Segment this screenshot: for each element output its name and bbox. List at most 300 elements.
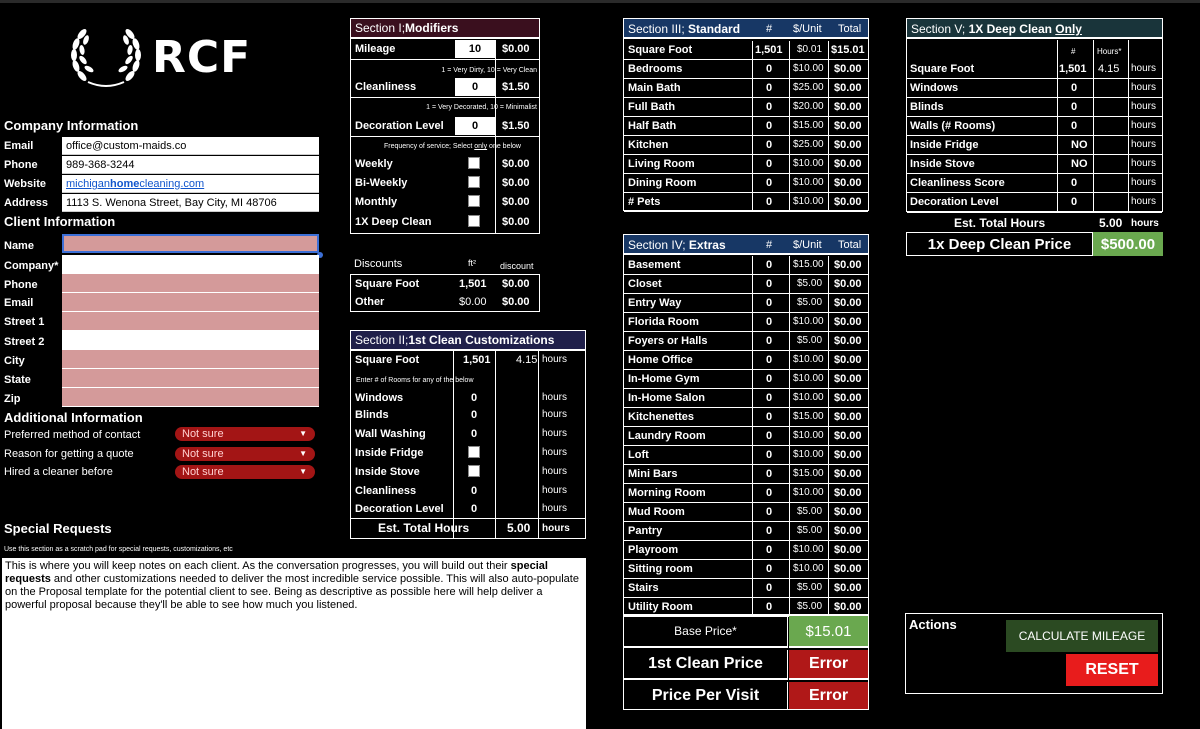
sec4-row-count[interactable]: 0	[766, 582, 773, 594]
sec4-row-unit-price: $5.00	[797, 335, 823, 346]
sec3-row-label: Living Room	[628, 158, 695, 170]
sec5-row-count[interactable]: 0	[1071, 177, 1078, 189]
sec3-row-label: Half Bath	[628, 120, 677, 132]
company-email-label: Email	[4, 140, 34, 152]
sec3-row-unit-price: $15.00	[793, 120, 824, 131]
sec3-row-total: $0.00	[834, 63, 862, 75]
chevron-down-icon: ▼	[299, 467, 307, 476]
sec4-row-label: Morning Room	[628, 487, 706, 499]
client-zip-label: Zip	[4, 393, 21, 405]
sec2-stove-label: Inside Stove	[355, 466, 420, 478]
sec3-row-unit-price: $10.00	[793, 158, 824, 169]
calculate-mileage-button[interactable]: CALCULATE MILEAGE	[1006, 620, 1158, 652]
company-website-label: Website	[4, 178, 46, 190]
sec2-fridge-label: Inside Fridge	[355, 447, 424, 459]
company-address-label: Address	[4, 197, 49, 209]
section-5-title	[911, 20, 1082, 38]
sec3-row-total: $0.00	[834, 196, 862, 208]
sec4-row-unit-price: $10.00	[793, 487, 824, 498]
sec2-sqft-label: Square Foot	[355, 354, 420, 366]
sec4-row-count[interactable]: 0	[766, 544, 773, 556]
sec4-row-unit-price: $10.00	[793, 392, 824, 403]
column-divider	[752, 41, 753, 212]
sec4-row-count[interactable]: 0	[766, 259, 773, 271]
row-divider	[624, 192, 868, 193]
discount-other-value[interactable]: $0.00	[459, 296, 487, 308]
sec3-col-unit: $/Unit	[793, 23, 822, 35]
sec5-row-count[interactable]: 0	[1071, 120, 1078, 132]
sec4-col-total: Total	[838, 239, 862, 251]
reset-button[interactable]: RESET	[1066, 654, 1158, 686]
company-website-link[interactable]	[62, 175, 319, 193]
divider	[538, 351, 539, 538]
sec4-row-label: Pantry	[628, 525, 663, 537]
freq-weekly-price: $0.00	[502, 158, 530, 170]
sec5-row-unit: hours	[1131, 196, 1157, 207]
sec4-row-label: Loft	[628, 449, 649, 461]
company-phone-value[interactable]: 989-368-3244	[62, 156, 319, 174]
divider	[351, 97, 539, 98]
section-4-title	[628, 236, 726, 254]
discount-sqft-value: 1,501	[459, 278, 487, 290]
client-company-label: Company*	[4, 260, 59, 272]
discount-other-label: Other	[355, 296, 385, 308]
hired-cleaner-dropdown[interactable]	[175, 465, 315, 479]
section-1-header	[351, 19, 539, 39]
sec2-decoration-unit: hours	[542, 503, 568, 514]
divider	[907, 212, 1162, 213]
sec5-row-count[interactable]: 0	[1071, 82, 1078, 94]
sec4-row-total: $0.00	[834, 373, 862, 385]
sec5-col-hours: Hours*	[1097, 47, 1122, 56]
company-phone-label: Phone	[4, 159, 38, 171]
sec2-sqft-hours: 4.15	[516, 354, 538, 366]
sec4-row-label: Home Office	[628, 354, 693, 366]
sec4-row-unit-price: $10.00	[793, 354, 824, 365]
sec4-row-label: Entry Way	[628, 297, 682, 309]
company-address-row	[4, 194, 64, 212]
logo-text: RCF	[152, 32, 252, 83]
contact-method-dropdown[interactable]	[175, 427, 315, 441]
sec5-row-unit: hours	[1131, 139, 1157, 150]
cleanliness-input[interactable]: 0	[455, 78, 495, 96]
freq-monthly-label: Monthly	[355, 196, 398, 208]
sec2-windows-unit: hours	[542, 392, 568, 403]
sec4-row-total: $0.00	[834, 259, 862, 271]
sec4-row-unit-price: $5.00	[797, 297, 823, 308]
sec4-row-count[interactable]: 0	[766, 392, 773, 404]
chevron-down-icon: ▼	[299, 429, 307, 438]
sec4-row-count[interactable]: 0	[766, 278, 773, 290]
sec4-row-label: In-Home Salon	[628, 392, 706, 404]
sheet-top-strip	[0, 0, 1200, 3]
sec3-col-total: Total	[838, 23, 862, 35]
sec5-row-count[interactable]: 0	[1071, 196, 1078, 208]
sec4-row-unit-price: $15.00	[793, 468, 824, 479]
sec4-row-unit-price: $5.00	[797, 525, 823, 536]
decoration-input[interactable]: 0	[455, 117, 495, 135]
sec5-row-count[interactable]: 0	[1071, 101, 1078, 113]
client-company-field[interactable]	[62, 255, 319, 274]
sec4-row-count[interactable]: 0	[766, 525, 773, 537]
client-phone-label: Phone	[4, 279, 38, 291]
discounts-title: Discounts	[354, 258, 403, 270]
row-divider	[624, 578, 868, 579]
sec3-row-total: $0.00	[834, 82, 862, 94]
sec5-row-unit: hours	[1131, 177, 1157, 188]
sec4-row-unit-price: $15.00	[793, 411, 824, 422]
sec5-total-unit: hours	[1131, 218, 1159, 229]
discounts-col-ft: ft²	[468, 258, 476, 268]
company-address-value[interactable]: 1113 S. Wenona Street, Bay City, MI 48706	[62, 194, 319, 212]
section-3-title-a: Section III;	[628, 22, 689, 36]
sec3-row-count[interactable]: 0	[766, 63, 773, 75]
sec4-row-unit-price: $10.00	[793, 563, 824, 574]
sec4-row-label: In-Home Gym	[628, 373, 700, 385]
sec5-row-label: Windows	[910, 82, 959, 94]
section-3-title	[628, 20, 740, 38]
discount-other-price: $0.00	[502, 296, 530, 308]
column-divider	[828, 41, 829, 212]
sec4-row-total: $0.00	[834, 392, 862, 404]
sec2-blinds-value[interactable]: 0	[471, 409, 478, 421]
sec2-stove-unit: hours	[542, 466, 568, 477]
sec4-row-total: $0.00	[834, 430, 862, 442]
sec4-row-total: $0.00	[834, 278, 862, 290]
sec3-row-count[interactable]: 0	[766, 120, 773, 132]
divider	[351, 59, 539, 60]
price-per-visit-label: Price Per Visit	[624, 682, 788, 709]
column-divider	[752, 256, 753, 617]
special-requests-heading: Special Requests	[4, 521, 112, 536]
sec2-sqft-unit: hours	[542, 354, 568, 365]
sec4-row-label: Basement	[628, 259, 681, 271]
notes-text-2: and other customizations needed to deliver the most incredible service possible. This will also auto-populate on the Proposal template for the potential client to see. Being as descriptive as possible here will help deliver a powerful proposal because they'll be able to see how much you listened.	[5, 573, 579, 611]
sec4-row-total: $0.00	[834, 601, 862, 613]
sec2-note: Enter # of Rooms for any of the below	[356, 377, 474, 384]
client-phone-field[interactable]	[62, 274, 319, 293]
sec4-col-count: #	[766, 239, 773, 251]
sec2-cleanliness-value: 0	[471, 485, 478, 497]
section-1-title-a: Section I;	[355, 21, 406, 35]
client-street2-label: Street 2	[4, 336, 45, 348]
sec3-row-label: Kitchen	[628, 139, 669, 151]
client-name-field[interactable]	[62, 234, 319, 253]
sec3-row-total: $0.00	[834, 177, 862, 189]
sec3-row-unit-price: $10.00	[793, 177, 824, 188]
freq-monthly-price: $0.00	[502, 196, 530, 208]
divider	[495, 40, 496, 233]
row-divider	[624, 211, 868, 212]
sec4-row-count[interactable]: 0	[766, 335, 773, 347]
sec2-blinds-label: Blinds	[355, 409, 389, 421]
row-divider	[624, 445, 868, 446]
freq-note-c: one below	[487, 143, 521, 150]
sec3-row-total: $0.00	[834, 120, 862, 132]
sec5-col-count: #	[1071, 47, 1076, 56]
sec4-row-total: $0.00	[834, 449, 862, 461]
quote-reason-dropdown[interactable]	[175, 447, 315, 461]
sec3-row-count[interactable]: 1,501	[755, 44, 783, 56]
special-requests-notes[interactable]	[2, 558, 586, 729]
sec4-row-label: Kitchenettes	[628, 411, 695, 423]
notes-text-1: This is where you will keep notes on each client. As the conversation progresses, you will build out their	[5, 560, 511, 572]
sec4-row-unit-price: $10.00	[793, 316, 824, 327]
column-divider	[789, 256, 790, 617]
sec4-row-count[interactable]: 0	[766, 506, 773, 518]
client-state-field[interactable]	[62, 369, 319, 388]
sec2-windows-value[interactable]: 0	[471, 392, 478, 404]
sec3-col-count: #	[766, 23, 773, 35]
sec2-windows-label: Windows	[355, 392, 404, 404]
sec4-row-total: $0.00	[834, 525, 862, 537]
deep-clean-price-value: $500.00	[1093, 232, 1163, 256]
section-2-title-b: 1st Clean Customizations	[408, 333, 555, 347]
company-info-heading: Company Information	[4, 118, 139, 133]
sec4-row-total: $0.00	[834, 506, 862, 518]
sec3-row-total: $0.00	[834, 101, 862, 113]
quote-reason-value: Not sure	[182, 448, 224, 460]
sec3-row-label: Full Bath	[628, 101, 676, 113]
sec4-row-unit-price: $15.00	[793, 259, 824, 270]
base-price-label: Base Price*	[624, 616, 788, 648]
sec4-row-total: $0.00	[834, 563, 862, 575]
sec4-row-unit-price: $10.00	[793, 430, 824, 441]
client-state-label: State	[4, 374, 31, 386]
freq-deep-label: 1X Deep Clean	[355, 216, 432, 228]
sec5-row-unit: hours	[1131, 63, 1157, 74]
sec5-row-unit: hours	[1131, 82, 1157, 93]
column-divider	[1093, 40, 1094, 211]
row-divider	[907, 97, 1162, 98]
column-divider	[789, 41, 790, 212]
sec2-cleanliness-unit: hours	[542, 485, 568, 496]
hired-cleaner-label: Hired a cleaner before	[4, 466, 113, 478]
website-part-3: cleaning.com	[139, 178, 205, 190]
sec2-fridge-checkbox[interactable]	[468, 446, 480, 458]
base-price-value: $15.01	[789, 616, 868, 648]
freq-deep-price: $0.00	[502, 216, 530, 228]
sec4-row-unit-price: $10.00	[793, 449, 824, 460]
freq-note-a: Frequency of service; Select	[384, 143, 475, 150]
sec4-row-count[interactable]: 0	[766, 601, 773, 613]
sec4-row-total: $0.00	[834, 297, 862, 309]
sec3-row-total: $15.01	[831, 44, 865, 56]
section-5-title-b: 1X Deep Clean	[968, 22, 1056, 36]
sec4-row-unit-price: $5.00	[797, 506, 823, 517]
sec2-wall-label: Wall Washing	[355, 428, 426, 440]
company-website-row	[4, 175, 64, 193]
sec4-row-count[interactable]: 0	[766, 449, 773, 461]
client-zip-field[interactable]	[62, 388, 319, 407]
sec4-row-count[interactable]: 0	[766, 430, 773, 442]
sec5-row-label: Inside Fridge	[910, 139, 979, 151]
sec5-total-label: Est. Total Hours	[954, 216, 1046, 230]
sec5-row-hours: 4.15	[1098, 63, 1120, 75]
sec2-wall-unit: hours	[542, 428, 568, 439]
section-4-title-a: Section IV;	[628, 238, 689, 252]
cleanliness-label: Cleanliness	[355, 81, 417, 93]
sec4-row-label: Playroom	[628, 544, 679, 556]
section-4-title-b: Extras	[688, 238, 726, 252]
sec4-row-label: Florida Room	[628, 316, 699, 328]
mileage-price: $0.00	[502, 43, 530, 55]
sec5-row-label: Inside Stove	[910, 158, 975, 170]
price-per-visit-value: Error	[789, 682, 868, 709]
decoration-label: Decoration Level	[355, 120, 444, 132]
sec4-row-total: $0.00	[834, 335, 862, 347]
decoration-note: 1 = Very Decorated, 10 = Minimalist	[426, 104, 537, 111]
client-info-heading: Client Information	[4, 214, 116, 229]
sec4-row-count[interactable]: 0	[766, 563, 773, 575]
sec3-row-label: Square Foot	[628, 44, 693, 56]
sec4-col-unit: $/Unit	[793, 239, 822, 251]
sec2-decoration-label: Decoration Level	[355, 503, 444, 515]
section-5-title-c: Only	[1055, 22, 1082, 36]
sec2-sqft-value: 1,501	[463, 354, 491, 366]
sec4-row-unit-price: $5.00	[797, 601, 823, 612]
company-email-value[interactable]: office@custom-maids.co	[62, 137, 319, 155]
sec4-row-count[interactable]: 0	[766, 316, 773, 328]
client-street1-label: Street 1	[4, 316, 45, 328]
sec3-row-total: $0.00	[834, 158, 862, 170]
company-phone-row	[4, 156, 64, 174]
freq-note-b: only	[474, 143, 488, 150]
sec3-row-count[interactable]: 0	[766, 101, 773, 113]
column-divider	[828, 256, 829, 617]
divider	[351, 136, 539, 137]
sec2-blinds-unit: hours	[542, 409, 568, 420]
client-name-label: Name	[4, 240, 34, 252]
sec3-row-count[interactable]: 0	[766, 177, 773, 189]
sec4-row-total: $0.00	[834, 544, 862, 556]
sec4-row-count[interactable]: 0	[766, 468, 773, 480]
freq-deep-checkbox[interactable]	[468, 215, 480, 227]
sec2-decoration-value: 0	[471, 503, 478, 515]
contact-method-value: Not sure	[182, 428, 224, 440]
additional-info-heading: Additional Information	[4, 410, 143, 425]
sec3-row-unit-price: $0.01	[797, 44, 823, 55]
discount-sqft-price: $0.00	[502, 278, 530, 290]
client-street2-field[interactable]	[62, 331, 319, 350]
sec3-row-total: $0.00	[834, 139, 862, 151]
discount-sqft-label: Square Foot	[355, 278, 420, 290]
mileage-input[interactable]: 10	[455, 40, 495, 58]
sec4-row-count[interactable]: 0	[766, 411, 773, 423]
client-city-label: City	[4, 355, 25, 367]
sec4-row-unit-price: $10.00	[793, 373, 824, 384]
sec4-row-label: Laundry Room	[628, 430, 706, 442]
sec3-row-unit-price: $25.00	[793, 139, 824, 150]
freq-biweekly-checkbox[interactable]	[468, 176, 480, 188]
website-part-1: michigan	[66, 178, 111, 190]
column-divider	[1057, 40, 1058, 211]
cleanliness-price: $1.50	[502, 81, 530, 93]
mileage-label: Mileage	[355, 43, 396, 55]
sec4-row-total: $0.00	[834, 582, 862, 594]
sec5-row-count[interactable]: NO	[1071, 139, 1088, 151]
chevron-down-icon: ▼	[299, 449, 307, 458]
sec3-row-label: Main Bath	[628, 82, 681, 94]
sec5-row-label: Blinds	[910, 101, 944, 113]
sec3-row-unit-price: $20.00	[793, 101, 824, 112]
section-2-title-a: Section II;	[355, 333, 409, 347]
sec5-row-unit: hours	[1131, 120, 1157, 131]
sec5-row-count[interactable]: 1,501	[1059, 63, 1087, 75]
sec3-row-count[interactable]: 0	[766, 139, 773, 151]
sec4-row-unit-price: $10.00	[793, 544, 824, 555]
client-street1-field[interactable]	[62, 312, 319, 331]
sec4-row-count[interactable]: 0	[766, 354, 773, 366]
special-requests-hint: Use this section as a scratch pad for special requests, customizations, etc	[4, 546, 233, 553]
sec5-row-count[interactable]: NO	[1071, 158, 1088, 170]
sec4-row-total: $0.00	[834, 468, 862, 480]
sec3-row-label: # Pets	[628, 196, 661, 208]
sec4-row-unit-price: $5.00	[797, 582, 823, 593]
sec4-row-label: Mud Room	[628, 506, 685, 518]
sec4-row-total: $0.00	[834, 487, 862, 499]
sec4-row-total: $0.00	[834, 354, 862, 366]
freq-biweekly-label: Bi-Weekly	[355, 177, 408, 189]
quote-reason-label: Reason for getting a quote	[4, 448, 134, 460]
freq-monthly-checkbox[interactable]	[468, 195, 480, 207]
section-3-title-b: Standard	[688, 22, 741, 36]
sec2-total-unit: hours	[542, 523, 570, 534]
first-clean-price-label: 1st Clean Price	[624, 650, 788, 680]
sec4-row-label: Closet	[628, 278, 662, 290]
sec3-row-label: Dining Room	[628, 177, 697, 189]
sec4-row-label: Stairs	[628, 582, 659, 594]
divider	[453, 351, 454, 538]
sec5-row-unit: hours	[1131, 101, 1157, 112]
frequency-note	[384, 143, 521, 150]
client-city-field[interactable]	[62, 350, 319, 369]
sec2-stove-checkbox[interactable]	[468, 465, 480, 477]
freq-biweekly-price: $0.00	[502, 177, 530, 189]
sec4-row-total: $0.00	[834, 316, 862, 328]
sec5-row-label: Decoration Level	[910, 196, 999, 208]
sec3-row-label: Bedrooms	[628, 63, 683, 75]
section-1-title-b: Modifiers	[405, 21, 459, 35]
sec3-row-unit-price: $10.00	[793, 196, 824, 207]
contact-method-label: Preferred method of contact	[4, 429, 141, 441]
first-clean-price-value: Error	[789, 650, 868, 680]
sec2-total-label: Est. Total Hours	[378, 521, 470, 535]
sec4-row-count[interactable]: 0	[766, 297, 773, 309]
discounts-col-discount: discount	[500, 261, 534, 271]
client-email-field[interactable]	[62, 293, 319, 312]
sec5-total-value: 5.00	[1099, 216, 1123, 230]
sec3-row-count[interactable]: 0	[766, 196, 773, 208]
sec4-row-count[interactable]: 0	[766, 373, 773, 385]
section-5-title-a: Section V;	[911, 22, 969, 36]
sec4-row-label: Mini Bars	[628, 468, 678, 480]
freq-weekly-checkbox[interactable]	[468, 157, 480, 169]
sec2-total-value: 5.00	[507, 521, 531, 535]
sec3-row-count[interactable]: 0	[766, 158, 773, 170]
sec4-row-count[interactable]: 0	[766, 487, 773, 499]
sec5-row-unit: hours	[1131, 158, 1157, 169]
company-logo	[68, 22, 258, 94]
divider	[495, 351, 496, 538]
sec2-cleanliness-label: Cleanliness	[355, 485, 417, 497]
sec3-row-unit-price: $10.00	[793, 63, 824, 74]
sec2-wall-value[interactable]: 0	[471, 428, 478, 440]
sec3-row-count[interactable]: 0	[766, 82, 773, 94]
actions-title: Actions	[909, 617, 957, 632]
sec4-row-unit-price: $5.00	[797, 278, 823, 289]
column-divider	[1128, 40, 1129, 211]
